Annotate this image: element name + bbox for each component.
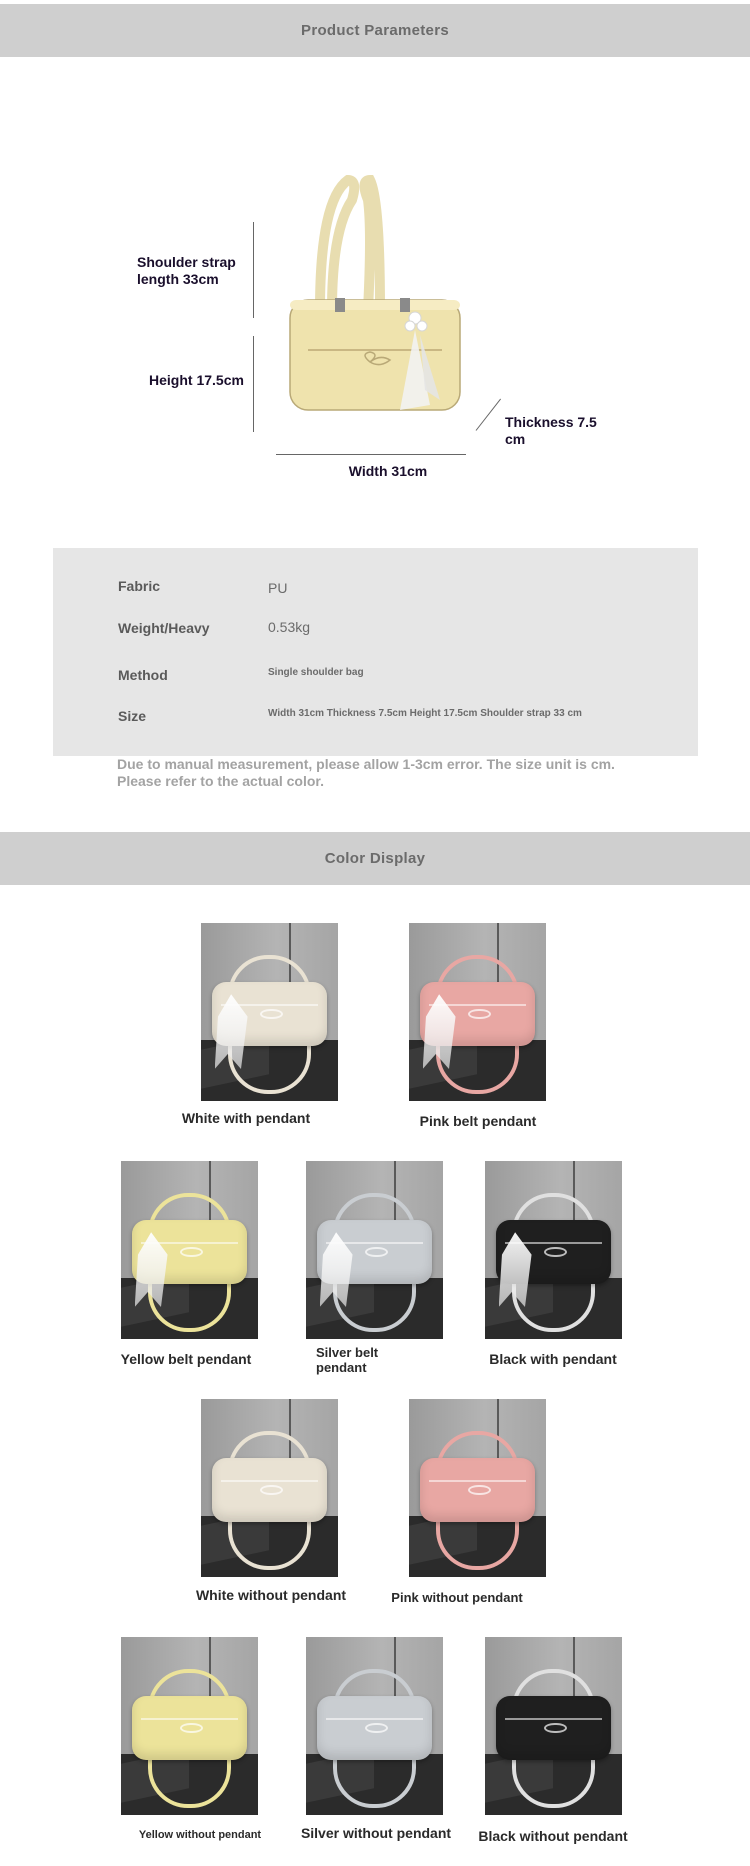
color-label: Yellow belt pendant	[120, 1351, 252, 1367]
strap-length-label: Shoulder strap length 33cm	[137, 254, 236, 287]
color-label: White with pendant	[181, 1110, 311, 1126]
color-label: Black with pendant	[489, 1351, 617, 1367]
color-swatch-image[interactable]	[121, 1161, 258, 1339]
color-swatch-image[interactable]	[201, 923, 338, 1101]
bag-body	[317, 1696, 432, 1760]
bag-body	[212, 1458, 327, 1522]
param-key: Weight/Heavy	[118, 620, 210, 636]
measurement-note: Due to manual measurement, please allow 1-3cm error. The size unit is cm. Please refer to the actual color.	[117, 756, 615, 789]
color-label: Black without pendant	[478, 1828, 628, 1844]
bag-body	[420, 1458, 535, 1522]
param-value: PU	[268, 580, 288, 596]
param-key: Size	[118, 708, 147, 724]
width-label: Width 31cm	[348, 463, 428, 479]
color-swatch-image[interactable]	[485, 1161, 622, 1339]
color-swatch-image[interactable]	[306, 1637, 443, 1815]
section-title: Product Parameters	[301, 22, 449, 39]
param-key: Method	[118, 667, 168, 683]
color-label: Yellow without pendant	[138, 1829, 262, 1841]
color-label: Pink belt pendant	[419, 1113, 537, 1129]
color-label: Silver without pendant	[300, 1825, 452, 1841]
param-value: 0.53kg	[268, 619, 311, 635]
bag-body	[496, 1696, 611, 1760]
bag-body	[132, 1696, 247, 1760]
color-label: Pink without pendant	[391, 1590, 523, 1605]
height-label: Height 17.5cm	[149, 372, 244, 388]
color-label: Silver belt pendant	[316, 1345, 379, 1375]
bag-illustration	[280, 160, 480, 450]
strap-dimension-line	[253, 222, 254, 318]
section-title: Color Display	[324, 850, 426, 867]
thickness-label: Thickness 7.5 cm	[505, 414, 597, 447]
color-swatch-image[interactable]	[121, 1637, 258, 1815]
dimension-diagram	[0, 60, 750, 500]
param-value: Single shoulder bag	[268, 667, 364, 678]
param-value: Width 31cm Thickness 7.5cm Height 17.5cm Shoulder strap 33 cm	[268, 708, 582, 719]
color-display-header	[0, 832, 750, 885]
color-label: White without pendant	[195, 1587, 347, 1603]
param-key: Fabric	[118, 578, 161, 594]
width-dimension-line	[276, 454, 466, 455]
color-swatch-image[interactable]	[409, 923, 546, 1101]
height-dimension-line	[253, 336, 254, 432]
color-swatch-image[interactable]	[201, 1399, 338, 1577]
color-swatch-image[interactable]	[306, 1161, 443, 1339]
product-parameters-header	[0, 4, 750, 57]
color-swatch-image[interactable]	[485, 1637, 622, 1815]
color-swatch-image[interactable]	[409, 1399, 546, 1577]
parameters-table	[53, 548, 698, 756]
